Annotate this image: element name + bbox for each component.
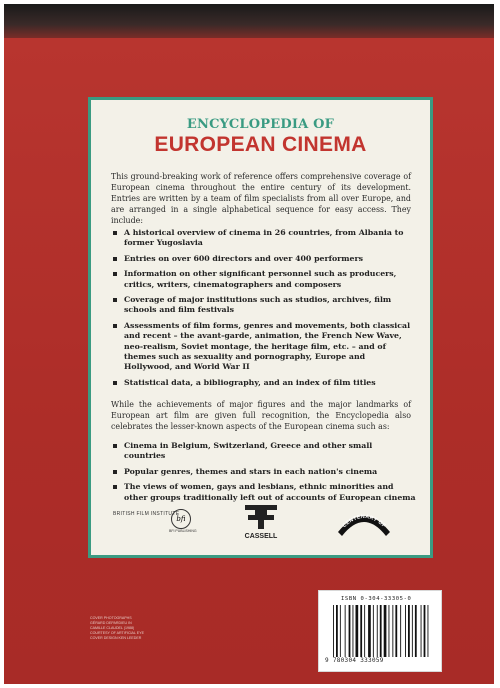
isbn-label: ISBN 0-304-33305-0: [341, 596, 412, 602]
bullet-icon: [113, 485, 117, 489]
list-item: A historical overview of cinema in 26 countries, from Albania to former Yugoslavia: [111, 228, 416, 249]
list-item: Coverage of major institutions such as studios, archives, film schools and film festivals: [111, 295, 416, 316]
bullet-icon: [113, 231, 117, 235]
centenary-of-cinema-logo: [334, 500, 394, 540]
feature-list: [111, 228, 416, 393]
title-line-2: EUROPEAN CINEMA: [154, 133, 367, 156]
cover-top-edge: [4, 4, 494, 38]
bullet-icon: [113, 272, 117, 276]
bullet-icon: [113, 470, 117, 474]
bfi-name: BRITISH FILM INSTITUTE: [113, 511, 180, 517]
list-item: Assessments of film forms, genres and movements, both classical and recent – the avant-garde, animation, the French New Wave, neo-realism, Soviet montage, the heritage film, etc. – and of themes such as sexuality and pornography, Europe and Hollywood, and World War II: [111, 321, 416, 373]
list-item: Cinema in Belgium, Switzerland, Greece and other small countries: [111, 441, 416, 462]
title-line-1: ENCYCLOPEDIA OF: [186, 117, 335, 132]
barcode-icon: [331, 605, 431, 657]
list-item: Statistical data, a bibliography, and an index of film titles: [111, 378, 416, 388]
svg-text:CENTENARY OF CINEMA: [334, 500, 388, 531]
isbn-number: 9 780304 333059: [325, 657, 384, 664]
bullet-icon: [113, 298, 117, 302]
cover-credits: COVER PHOTOGRAPHS GÉRARD DEPARDIEU IN CAMILLE CLAUDEL (1988) COURTESY OF ARTIFICIAL EYE COVER DESIGN KEN LEEDER: [90, 616, 144, 640]
list-item: Popular genres, themes and stars in each nation's cinema: [111, 467, 416, 477]
bfi-mark-icon: bfi: [171, 509, 191, 529]
content-panel: [88, 97, 433, 558]
cassell-label: CASSELL: [244, 533, 278, 540]
cassell-logo: [241, 502, 281, 542]
centenary-badge-icon: [334, 500, 394, 540]
bfi-logo: [113, 505, 203, 535]
lesser-known-list: [111, 441, 416, 508]
bullet-icon: [113, 257, 117, 261]
intro-paragraph: This ground-breaking work of reference offers comprehensive coverage of European cinema throughout the entire century of its development. Entries are written by a team of film specialists from all over Europe, and are arranged in a single alphabetical sequence for easy access. They include:: [111, 172, 411, 225]
list-item: The views of women, gays and lesbians, ethnic minorities and other groups traditionally left out of accounts of European cinema: [111, 482, 416, 503]
isbn-barcode-box: [318, 590, 442, 672]
bullet-icon: [113, 381, 117, 385]
bullet-icon: [113, 324, 117, 328]
bfi-publishing-label: BFI PUBLISHING: [169, 529, 197, 533]
cassell-mark-icon: [241, 502, 281, 532]
list-item: Information on other significant personnel such as producers, critics, writers, cinematographers and composers: [111, 269, 416, 290]
list-item: Entries on over 600 directors and over 400 performers: [111, 254, 416, 264]
middle-paragraph: While the achievements of major figures and the major landmarks of European art film are given full recognition, the Encyclopedia also celebrates the lesser-known aspects of the European cinema such as:: [111, 400, 411, 431]
bullet-icon: [113, 444, 117, 448]
centenary-label: CENTENARY OF: [341, 513, 387, 530]
